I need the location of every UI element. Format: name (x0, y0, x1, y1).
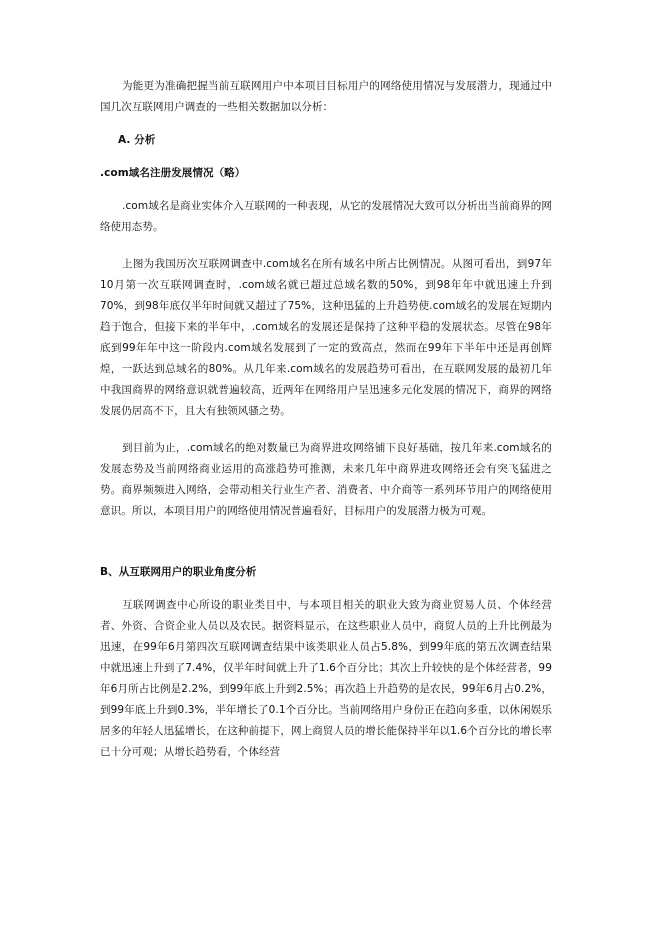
intro-paragraph: 为能更为准确把握当前互联网用户中本项目目标用户的网络使用情况与发展潜力，现通过中国几次互联网用户调查的一些相关数据加以分析： (100, 80, 552, 113)
paragraph-1: .com域名是商业实体介入互联网的一种表现，从它的发展情况大致可以分析出当前商界的网络使用态势。 (100, 200, 552, 233)
section-a-heading: A. 分析 (118, 134, 156, 146)
spacer (100, 184, 552, 196)
paragraph-3: 到目前为止，.com域名的绝对数量已为商界进攻网络铺下良好基础，按几年来.com域名的发展态势及当前网络商业运用的高涨趋势可推测，未来几年中商界进攻网络还会有突飞猛进之势。商界频频进入网络，会带动相关行业生产者、消费者、中介商等一系列环节用户的网络使用意识。所以，本项目用户的网络使用情况普遍看好，目标用户的发展潜力极为可观。 (100, 442, 552, 517)
spacer (100, 422, 552, 438)
spacer (100, 118, 552, 130)
spacer (100, 583, 552, 595)
paragraph-2: 上图为我国历次互联网调查中.com域名在所有域名中所占比例情况。从图可看出，到97年10月第一次互联网调查时，.com域名就已超过总域名数的50%，到98年年中就迅速上升到70%，到98年底仅半年时间就又超过了75%，这种迅猛的上升趋势使.com域名的发展在短期内趋于饱合，但接下来的半年中，.com域名的发展还是保持了这种平稳的发展状态。尽管在98年底到99年年中这一阶段内.com域名发展到了一定的致高点，然而在99年下半年中还是再创辉煌，一跃达到总域名的80%。从几年来.com域名的发展趋势可看出，在互联网发展的最初几年中我国商界的网络意识就普遍较高，近两年在网络用户呈迅速多元化发展的情况下，商界的网络发展仍居高不下，且大有独领风骚之势。 (100, 258, 552, 417)
subsection-heading: .com域名注册发展情况（略） (100, 167, 246, 179)
spacer (100, 151, 552, 163)
spacer (100, 522, 552, 562)
paragraph-4: 互联网调查中心所设的职业类目中，与本项目相关的职业大致为商业贸易人员、个体经营者、外资、合资企业人员以及农民。据资料显示，在这些职业人员中，商贸人员的上升比例最为迅速，在99年6月第四次互联网调查结果中该类职业人员占5.8%，到99年底的第五次调查结果中就迅速上升到了7.4%，仅半年时间就上升了1.6个百分比；其次上升较快的是个体经营者，99年6月所占比例是2.2%，到99年底上升到2.5%；再次趋上升趋势的是农民，99年6月占0.2%，到99年底上升到0.3%，半年增长了0.1个百分比。当前网络用户身份正在趋向多重，以休闲娱乐居多的年轻人迅猛增长，在这种前提下，网上商贸人员的增长能保持半年以1.6个百分比的增长率已十分可观；从增长趋势看，个体经营 (100, 599, 552, 758)
document-body (100, 76, 552, 763)
spacer (100, 238, 552, 254)
section-b-heading: B、从互联网用户的职业角度分析 (100, 566, 257, 578)
